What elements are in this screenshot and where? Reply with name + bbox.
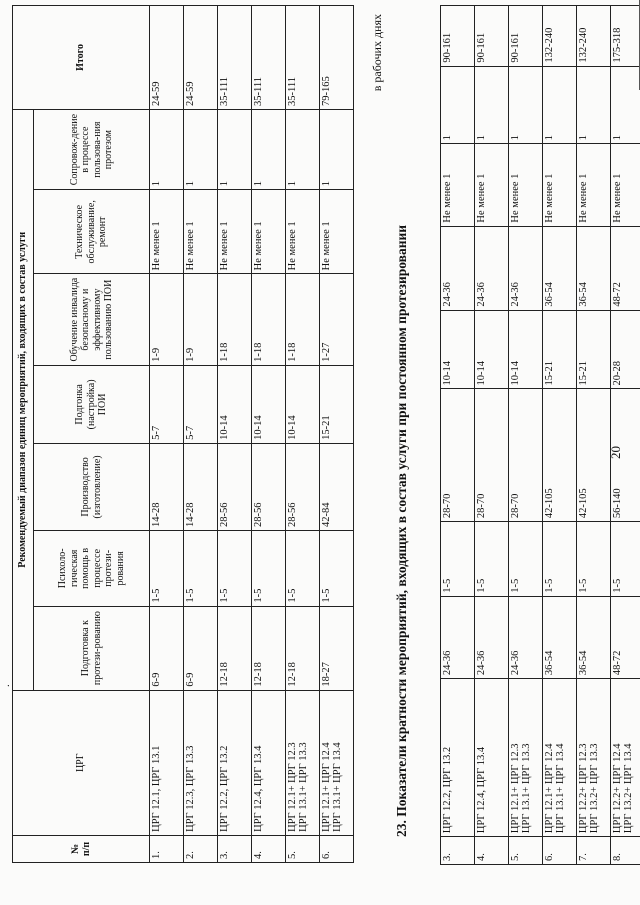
table-row [611, 6, 640, 865]
value-cell: 79-165 [320, 6, 354, 110]
crg-cell [441, 679, 475, 837]
table-row [286, 6, 320, 863]
crg-line: ЦРГ 12.1+ ЦРГ 12.3 [510, 743, 521, 834]
value-cell: 1-5 [286, 530, 320, 606]
value-cell: 12-18 [252, 606, 286, 690]
value-cell: 24-59 [184, 6, 218, 110]
value-cell: 20-28 [611, 310, 640, 389]
value-cell: 1 [509, 66, 543, 144]
crg-cell [611, 679, 640, 837]
value-cell: Не менее 1 [286, 190, 320, 274]
value-cell: 15-21 [577, 310, 611, 389]
table-row [509, 6, 543, 865]
value-cell: Не менее 1 [150, 190, 184, 274]
value-cell: 1 [150, 109, 184, 189]
value-cell: 1-5 [320, 530, 354, 606]
header-group: Рекомендуемый диапазон единиц мероприятий, входящих в состав услуги [13, 109, 34, 690]
crg-line: ЦРГ 13.1+ ЦРГ 13.3 [298, 742, 309, 832]
value-cell: 12-18 [286, 606, 320, 690]
header-crg: ЦРГ [13, 690, 150, 835]
header-c7: Сопровож-дение в процессе пользова-ния протезом [34, 109, 150, 189]
table-row [218, 6, 252, 863]
value-cell: 1-9 [150, 274, 184, 366]
value-cell: 28-56 [218, 443, 252, 530]
row-number: 6. [320, 835, 354, 862]
crg-line: ЦРГ 12.1+ ЦРГ 12.4 [544, 743, 555, 834]
table-row [475, 6, 509, 865]
header-c4: Подгонка (настройка) ПОИ [34, 365, 150, 443]
value-cell: 14-28 [150, 443, 184, 530]
table-row [441, 6, 475, 865]
value-cell: 1-5 [475, 522, 509, 597]
value-cell: 42-84 [320, 443, 354, 530]
value-cell: 1 [218, 109, 252, 189]
value-cell: 1-9 [184, 274, 218, 366]
crg-line: ЦРГ 12.1, ЦРГ 13.1 [151, 745, 162, 832]
row-number: 4. [475, 837, 509, 865]
value-cell: Не менее 1 [441, 144, 475, 226]
kratnost-table-continued [440, 5, 640, 865]
value-cell: 1-5 [252, 530, 286, 606]
value-cell: 10-14 [252, 365, 286, 443]
header-c6: Техническое обслуживание, ремонт [34, 190, 150, 274]
crg-line: ЦРГ 12.3, ЦРГ 13.3 [185, 745, 196, 832]
row-number: 4. [252, 835, 286, 862]
header-c2: Психоло-гическая помощь в процессе протези-рования [34, 530, 150, 606]
value-cell: 1 [252, 109, 286, 189]
header-c5: Обучение инвалида безопасному и эффективному пользованию ПОИ [34, 274, 150, 366]
crg-line: ЦРГ 13.1+ ЦРГ 13.4 [555, 743, 566, 834]
crg-line: ЦРГ 13.1+ ЦРГ 13.4 [332, 742, 343, 832]
row-number: 6. [543, 837, 577, 865]
value-cell: 1 [543, 66, 577, 144]
crg-line: ЦРГ 12.4, ЦРГ 13.4 [253, 745, 264, 832]
table-row [320, 6, 354, 863]
value-cell: 24-36 [509, 226, 543, 310]
value-cell: 1-5 [611, 522, 640, 597]
crg-cell [150, 690, 184, 835]
row-number: 2. [184, 835, 218, 862]
value-cell: 90-161 [475, 6, 509, 67]
value-cell: 24-36 [475, 226, 509, 310]
value-cell: Не менее 1 [252, 190, 286, 274]
page-number: 20 [608, 446, 623, 459]
value-cell: 36-54 [577, 596, 611, 678]
value-cell: 28-70 [441, 389, 475, 522]
value-cell: 1-18 [252, 274, 286, 366]
value-cell: 1-5 [543, 522, 577, 597]
table-row [577, 6, 611, 865]
row-number: 5. [286, 835, 320, 862]
value-cell: Не менее 1 [320, 190, 354, 274]
crg-line: ЦРГ 12.2, ЦРГ 13.2 [219, 745, 230, 832]
value-cell: Не менее 1 [218, 190, 252, 274]
header-num: № п/п [13, 835, 150, 862]
value-cell: 90-161 [509, 6, 543, 67]
value-cell: 14-28 [184, 443, 218, 530]
crg-cell [543, 679, 577, 837]
row-number: 7. [577, 837, 611, 865]
value-cell: 10-14 [218, 365, 252, 443]
crg-cell [252, 690, 286, 835]
value-cell: 48-72 [611, 226, 640, 310]
value-cell: 24-59 [150, 6, 184, 110]
value-cell: Не менее 1 [184, 190, 218, 274]
value-cell: 1 [184, 109, 218, 189]
crg-line: ЦРГ 12.1+ ЦРГ 12.4 [321, 742, 332, 832]
value-cell: 1-5 [509, 522, 543, 597]
scan-mark-dot: . [0, 684, 12, 687]
value-cell: Не менее 1 [577, 144, 611, 226]
crg-cell [320, 690, 354, 835]
value-cell: 12-18 [218, 606, 252, 690]
section-title: 23. Показатели кратности мероприятий, входящих в состав услуги при постоянном протезировании [394, 224, 409, 837]
value-cell: 1 [475, 66, 509, 144]
crg-cell [475, 679, 509, 837]
kratnost-table-permanent [12, 5, 354, 863]
crg-cell [184, 690, 218, 835]
value-cell: 175-318 [611, 6, 640, 67]
units-note: в рабочих днях [370, 14, 384, 92]
value-cell: 24-36 [475, 596, 509, 678]
value-cell: 35-111 [252, 6, 286, 110]
crg-line: ЦРГ 12.2+ ЦРГ 12.3 [578, 743, 589, 834]
value-cell: Не менее 1 [543, 144, 577, 226]
crg-line: ЦРГ 13.2+ ЦРГ 13.4 [623, 743, 634, 834]
value-cell: 10-14 [509, 310, 543, 389]
header-c1: Подготовка к протези-рованию [34, 606, 150, 690]
value-cell: 132-240 [577, 6, 611, 67]
value-cell: 24-36 [509, 596, 543, 678]
value-cell: 1-18 [218, 274, 252, 366]
value-cell: 36-54 [543, 226, 577, 310]
value-cell: 28-70 [509, 389, 543, 522]
value-cell: 1-5 [150, 530, 184, 606]
value-cell: Не менее 1 [475, 144, 509, 226]
header-total: Итого [13, 6, 150, 110]
value-cell: 1-5 [577, 522, 611, 597]
value-cell: 36-54 [577, 226, 611, 310]
value-cell: 1 [286, 109, 320, 189]
value-cell: 24-36 [441, 226, 475, 310]
table-row [252, 6, 286, 863]
value-cell: 48-72 [611, 596, 640, 678]
value-cell: 6-9 [150, 606, 184, 690]
crg-line: ЦРГ 12.2, ЦРГ 13.2 [442, 746, 453, 834]
value-cell: 28-56 [286, 443, 320, 530]
crg-line: ЦРГ 12.1+ ЦРГ 12.3 [287, 742, 298, 832]
value-cell: 10-14 [286, 365, 320, 443]
crg-cell [218, 690, 252, 835]
value-cell: 132-240 [543, 6, 577, 67]
value-cell: 1 [320, 109, 354, 189]
value-cell: 28-70 [475, 389, 509, 522]
table-row [150, 6, 184, 863]
value-cell: 42-105 [577, 389, 611, 522]
row-number: 1. [150, 835, 184, 862]
value-cell: 24-36 [441, 596, 475, 678]
crg-line: ЦРГ 12.4, ЦРГ 13.4 [476, 746, 487, 834]
value-cell: Не менее 1 [611, 144, 640, 226]
value-cell: 1-5 [218, 530, 252, 606]
value-cell: 35-111 [218, 6, 252, 110]
row-number: 8. [611, 837, 640, 865]
row-number: 3. [218, 835, 252, 862]
value-cell: 5-7 [184, 365, 218, 443]
value-cell: 1 [441, 66, 475, 144]
table-row [543, 6, 577, 865]
value-cell: 1-27 [320, 274, 354, 366]
value-cell: 42-105 [543, 389, 577, 522]
value-cell: 1-5 [441, 522, 475, 597]
crg-cell [286, 690, 320, 835]
crg-line: ЦРГ 12.2+ ЦРГ 12.4 [612, 743, 623, 834]
header-c3: Производство (изготовление) [34, 443, 150, 530]
crg-line: ЦРГ 13.1+ ЦРГ 13.3 [521, 743, 532, 834]
row-number: 5. [509, 837, 543, 865]
value-cell: 90-161 [441, 6, 475, 67]
value-cell: 15-21 [543, 310, 577, 389]
value-cell: Не менее 1 [509, 144, 543, 226]
value-cell: 10-14 [475, 310, 509, 389]
value-cell: 1 [611, 66, 640, 144]
value-cell: 5-7 [150, 365, 184, 443]
value-cell: 1-5 [184, 530, 218, 606]
value-cell: 18-27 [320, 606, 354, 690]
value-cell: 1 [577, 66, 611, 144]
value-cell: 1-18 [286, 274, 320, 366]
crg-cell [577, 679, 611, 837]
value-cell: 28-56 [252, 443, 286, 530]
value-cell: 56-140 [611, 389, 640, 522]
row-number: 3. [441, 837, 475, 865]
crg-line: ЦРГ 13.2+ ЦРГ 13.3 [589, 743, 600, 834]
value-cell: 36-54 [543, 596, 577, 678]
value-cell: 35-111 [286, 6, 320, 110]
value-cell: 15-21 [320, 365, 354, 443]
crg-cell [509, 679, 543, 837]
value-cell: 10-14 [441, 310, 475, 389]
table-row [184, 6, 218, 863]
value-cell: 6-9 [184, 606, 218, 690]
